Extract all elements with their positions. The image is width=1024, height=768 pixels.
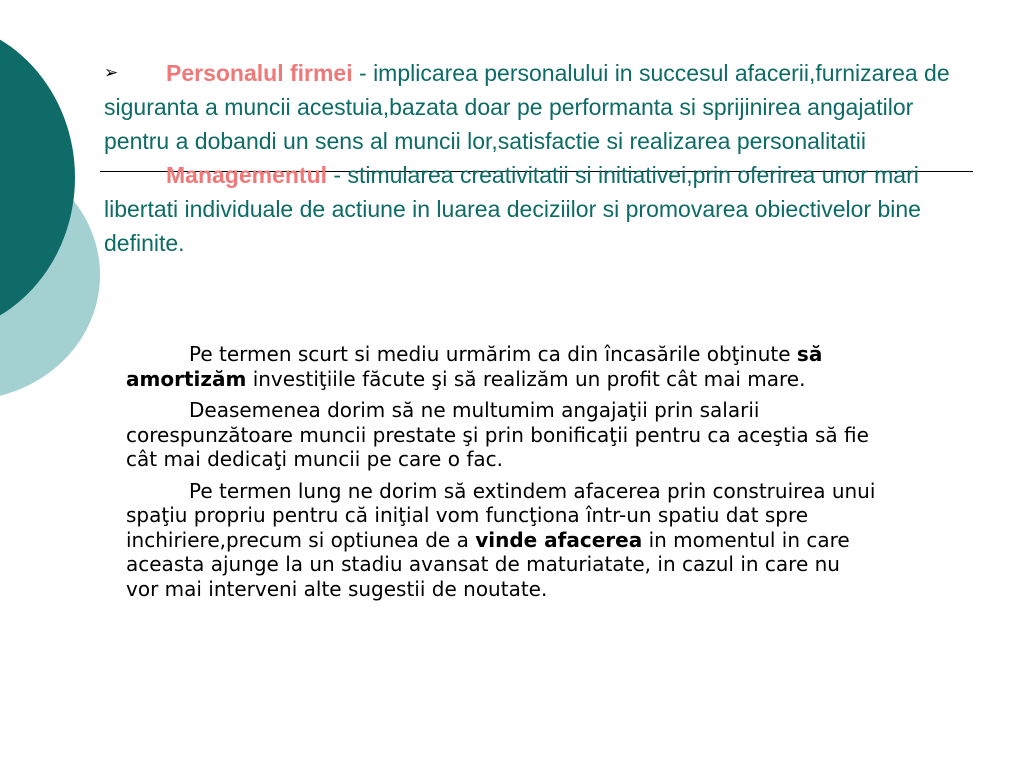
body-text: Pe termen lung ne dorim să extindem afacerea prin construirea unui spaţiu propriu pentru că iniţial vom funcţiona într-un spatiu dat spre inchiriere,precum si optiunea de a [126,478,876,552]
body-paragraph-employees [126,398,876,472]
arrow-bullet-icon: ➢ [104,63,119,82]
title-text-management: - stimularea creativitatii si initiativei,prin oferirea unor mari libertati individuale de actiune in luarea deciziilor si promovarea obiectivelor bine definite. [104,162,921,256]
body-paragraph-short-term [126,342,876,391]
body-block [126,342,876,608]
title-paragraph-management [104,158,974,260]
title-block [104,56,974,260]
body-text: Pe termen scurt si mediu urmărim ca din încasările obţinute [189,342,797,366]
keyword-managementul: Managementul [166,162,328,188]
body-text: in momentul in care aceasta ajunge la un stadiu avansat de maturiatate, in cazul in care nu vor mai interveni alte sugestii de noutate. [126,527,850,601]
keyword-personalul-firmei: Personalul firmei [166,60,353,86]
body-bold-text: vinde afacerea [475,527,643,552]
title-text-personal: - implicarea personalului in succesul afacerii,furnizarea de siguranta a muncii acestuia,bazata doar pe performanta si sprijinirea angajatilor pentru a dobandi un sens al muncii lor,satisfactie si realizarea personalitatii [104,60,950,154]
body-bold-text: să amortizăm [126,342,823,391]
body-paragraph-long-term [126,479,876,602]
body-text: Deasemenea dorim să ne multumim angajaţii prin salarii corespunzătoare muncii prestate şi prin bonificaţii pentru ca aceştia să fie cât mai dedicaţi muncii pe care o fac. [126,398,869,471]
title-paragraph-personal [104,56,974,158]
body-text: investiţiile făcute şi să realizăm un profit cât mai mare. [246,366,806,391]
